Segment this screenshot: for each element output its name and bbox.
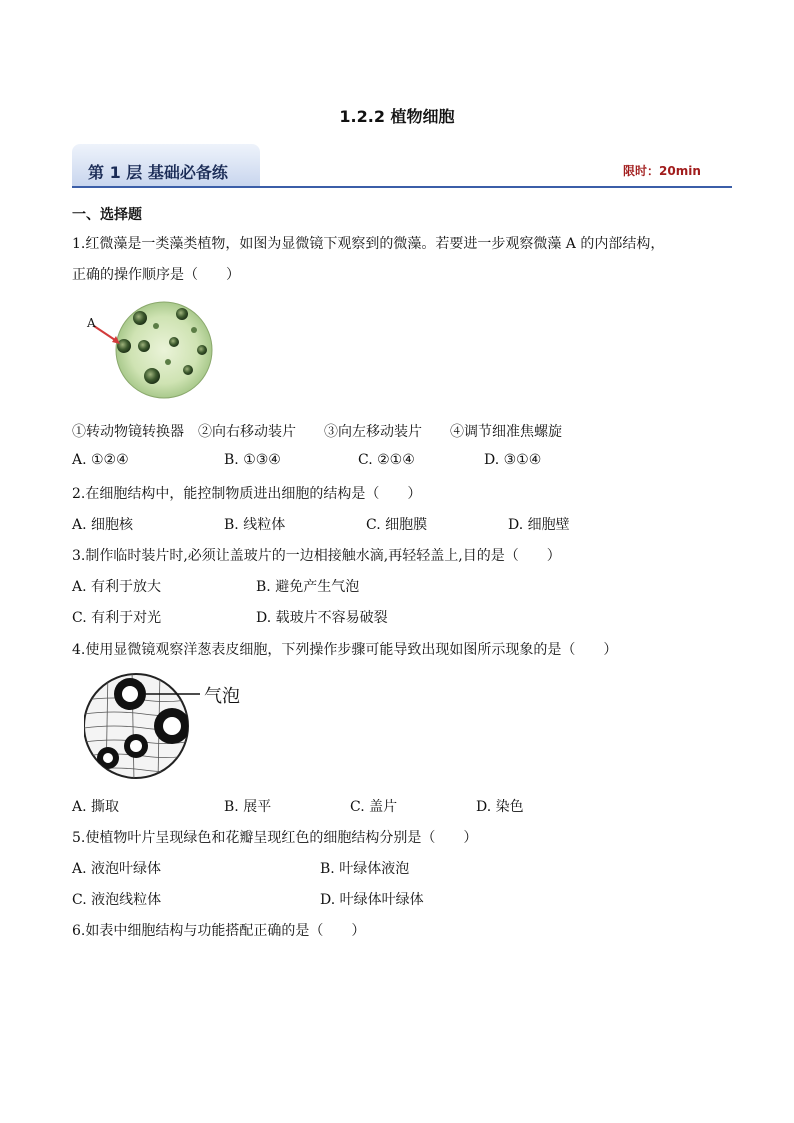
time-limit: 限时：20min: [623, 164, 701, 178]
page-title: 1.2.2 植物细胞: [339, 107, 455, 126]
figure-label-a: A: [87, 316, 96, 330]
q1-option-d[interactable]: D. ③①④: [484, 452, 542, 468]
level-banner-text: 第 1 层 基础必备练: [88, 163, 228, 182]
q4-option-a[interactable]: A. 撕取: [72, 799, 120, 815]
q2-option-a[interactable]: A. 细胞核: [72, 517, 134, 533]
question-1-line-2: 正确的操作顺序是（ ）: [72, 267, 240, 283]
q4-option-c[interactable]: C. 盖片: [350, 799, 398, 815]
q3-option-b[interactable]: B. 避免产生气泡: [256, 579, 360, 595]
question-5-text: 5.使植物叶片呈现绿色和花瓣呈现红色的细胞结构分别是（ ）: [72, 830, 478, 846]
q2-option-d[interactable]: D. 细胞壁: [508, 517, 570, 533]
q3-option-c[interactable]: C. 有利于对光: [72, 610, 162, 626]
q1-option-c[interactable]: C. ②①④: [358, 452, 415, 468]
q1-option-b[interactable]: B. ①③④: [224, 452, 281, 468]
q2-option-b[interactable]: B. 线粒体: [224, 517, 286, 533]
section-heading: 一、选择题: [72, 207, 142, 223]
microalgae-micrograph: [84, 296, 224, 406]
bubble-figure: [84, 670, 284, 782]
question-1-line-1: 1.红微藻是一类藻类植物，如图为显微镜下观察到的微藻。若要进一步观察微藻 A 的内部结构，: [72, 236, 665, 252]
onion-cell-micrograph: [84, 670, 284, 782]
q1-option-a[interactable]: A. ①②④: [72, 452, 129, 468]
question-2-text: 2.在细胞结构中，能控制物质进出细胞的结构是（ ）: [72, 486, 422, 502]
question-6-text: 6.如表中细胞结构与功能搭配正确的是（ ）: [72, 923, 366, 939]
q3-option-d[interactable]: D. 载玻片不容易破裂: [256, 610, 388, 626]
q5-option-a[interactable]: A. 液泡叶绿体: [72, 861, 162, 877]
q4-option-b[interactable]: B. 展平: [224, 799, 272, 815]
q3-option-a[interactable]: A. 有利于放大: [72, 579, 162, 595]
bubble-label: 气泡: [204, 686, 240, 707]
q5-option-d[interactable]: D. 叶绿体叶绿体: [320, 892, 424, 908]
question-3-text: 3.制作临时装片时,必须让盖玻片的一边相接触水滴,再轻轻盖上,目的是（ ）: [72, 548, 561, 564]
q4-option-d[interactable]: D. 染色: [476, 799, 524, 815]
q2-option-c[interactable]: C. 细胞膜: [366, 517, 428, 533]
question-4-text: 4.使用显微镜观察洋葱表皮细胞，下列操作步骤可能导致出现如图所示现象的是（ ）: [72, 642, 618, 658]
header-rule: [72, 186, 732, 188]
microalgae-figure: [84, 296, 224, 406]
q5-option-b[interactable]: B. 叶绿体液泡: [320, 861, 410, 877]
question-1-steps: ①转动物镜转换器 ②向右移动装片 ③向左移动装片 ④调节细准焦螺旋: [72, 424, 562, 440]
q5-option-c[interactable]: C. 液泡线粒体: [72, 892, 162, 908]
